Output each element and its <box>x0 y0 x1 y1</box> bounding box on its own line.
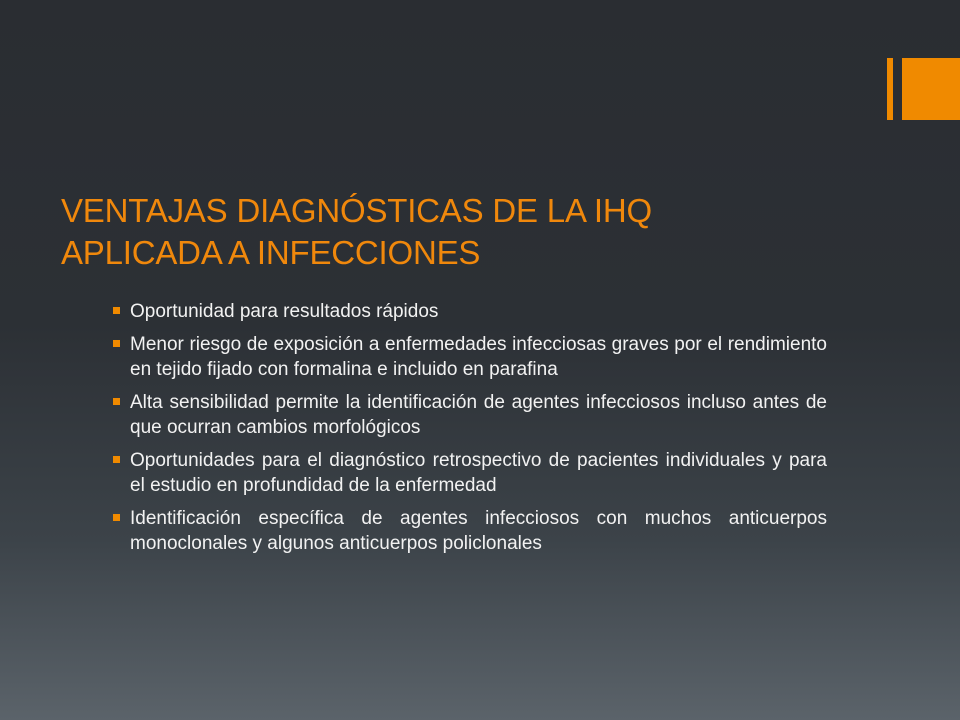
bullet-list <box>113 299 827 564</box>
square-bullet-icon <box>113 514 120 521</box>
square-bullet-icon <box>113 340 120 347</box>
square-bullet-icon <box>113 307 120 314</box>
bullet-text: Menor riesgo de exposición a enfermedades infecciosas graves por el rendimiento en tejido fijado con formalina e incluido en parafina <box>130 334 827 380</box>
slide-title-line-2: APLICADA A INFECCIONES <box>61 234 481 271</box>
bullet-text: Identificación específica de agentes infecciosos con muchos anticuerpos monoclonales y algunos anticuerpos policlonales <box>130 508 827 554</box>
square-bullet-icon <box>113 456 120 463</box>
bullet-item <box>113 390 827 440</box>
bullet-item <box>113 506 827 556</box>
accent-block <box>902 58 960 120</box>
bullet-text: Alta sensibilidad permite la identificación de agentes infecciosos incluso antes de que ocurran cambios morfológicos <box>130 392 827 438</box>
bullet-text: Oportunidad para resultados rápidos <box>130 301 439 322</box>
accent-bar <box>887 58 893 120</box>
bullet-item <box>113 299 827 324</box>
bullet-item <box>113 448 827 498</box>
bullet-text: Oportunidades para el diagnóstico retrospectivo de pacientes individuales y para el estudio en profundidad de la enfermedad <box>130 450 827 496</box>
slide-title <box>61 190 821 274</box>
square-bullet-icon <box>113 398 120 405</box>
slide-title-line-1: VENTAJAS DIAGNÓSTICAS DE LA IHQ <box>61 192 652 229</box>
bullet-item <box>113 332 827 382</box>
